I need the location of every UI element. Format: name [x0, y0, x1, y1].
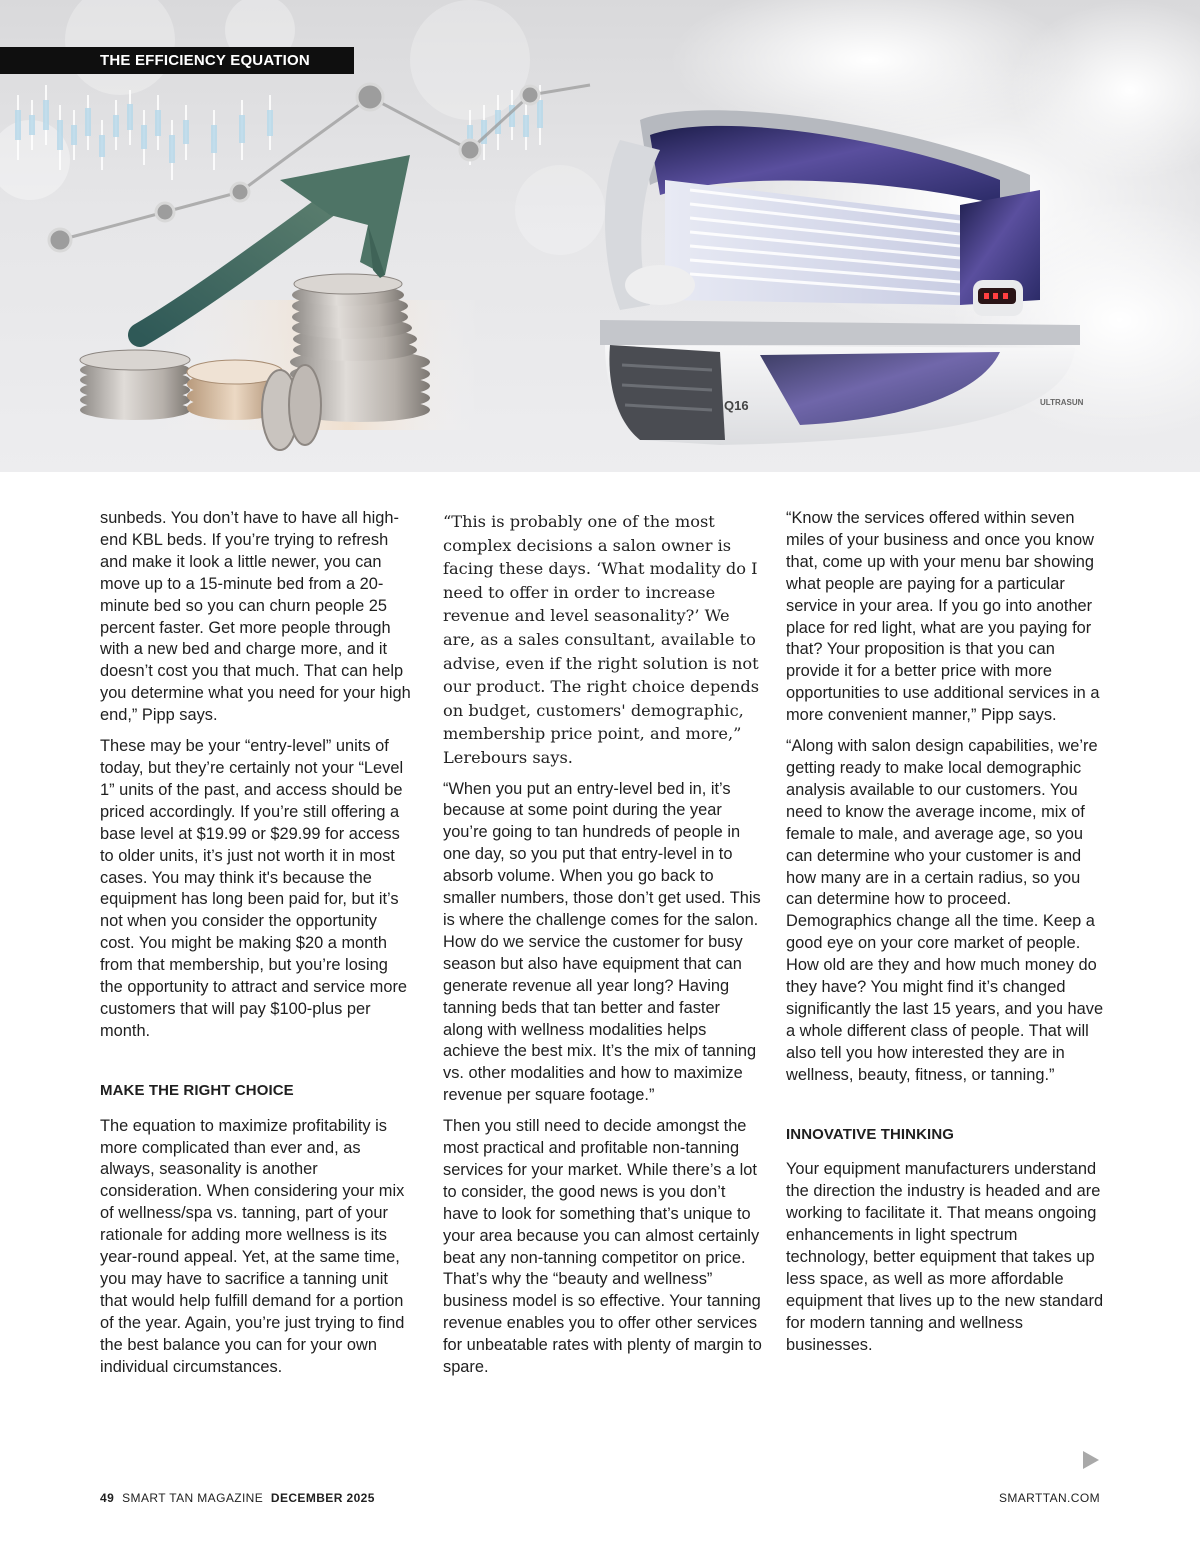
paragraph: Your equipment manufacturers understand the direction the industry is headed and are working to facilitate it. That means ongoing enhancements in light spectrum technology, better equipment that takes up less space, as well as more affordable equipment that lives up to the new standard for modern tanning and wellness businesses.	[786, 1160, 1104, 1354]
paragraph: Then you still need to decide amongst the most practical and profitable non-tanning services for your market. While there’s a lot to consider, the good news is you don’t have to look for something that’s unique to your area because you can almost certainly beat any non-tanning competitor on price. That’s why the “beauty and wellness” business model is so effective. Your tanning revenue enables you to offer other services for unbeatable rates with plenty of margin to spare.	[443, 1117, 762, 1377]
article-column-2	[443, 508, 763, 1388]
play-arrow-icon[interactable]	[1082, 1450, 1100, 1470]
issue-date: DECEMBER 2025	[270, 1491, 375, 1505]
magazine-name: SMART TAN MAGAZINE	[122, 1491, 264, 1505]
article-column-3	[786, 508, 1104, 1366]
pull-quote: “This is probably one of the most complex decisions a salon owner is facing these days. ‘What modality do I need to offer in order to increase revenue and level seasonality?’ We are, as a sales consultant, available to advise, even if the right solution is not our product. The right choice depends on budget, customers' demographic, membership price point, and more,” Lerebours says.	[443, 512, 760, 767]
footer-left	[100, 1491, 375, 1505]
article-column-1	[100, 508, 415, 1388]
website-link[interactable]: SMARTTAN.COM	[998, 1491, 1100, 1505]
paragraph: “When you put an entry-level bed in, it’s because at some point during the year you’re going to tan hundreds of people in one day, so you put that entry-level in to absorb volume. When you go back to smaller numbers, those don’t get used. This is where the challenge comes for the salon. How do we service the customer for busy season but also have equipment that can generate revenue all year long? Having tanning beds that tan better and faster along with wellness modalities helps achieve the best mix. It’s the mix of tanning vs. other modalities and how to maximize revenue per square footage.”	[443, 779, 761, 1105]
subheading-innovative-thinking: INNOVATIVE THINKING	[786, 1125, 955, 1143]
bed-model-label: Q16	[724, 398, 749, 413]
paragraph: sunbeds. You don’t have to have all high-end KBL beds. If you’re trying to refresh and make it look a little newer, you can move up to a 15-minute bed from a 20-minute bed so you can churn people 25 percent faster. Get more people through with a new bed and charge more, and it doesn’t cost you that much. That can help you determine what you need for your high end,” Pipp says.	[100, 509, 411, 725]
section-tag: THE EFFICIENCY EQUATION	[0, 47, 354, 74]
paragraph: “Know the services offered within seven miles of your business and once you know that, come up with your menu bar showing what people are paying for a particular service in your area. If you go into another place for red light, what are you paying for that? Your proposition is that you can provide it for a better price with more opportunities to use additional services in a more convenient manner,” Pipp says.	[786, 509, 1100, 725]
bed-brand-label: ULTRASUN	[1040, 398, 1084, 407]
page-number: 49	[100, 1491, 115, 1505]
paragraph: These may be your “entry-level” units of today, but they’re certainly not your “Level 1” units of the past, and access should be priced accordingly. If you’re still offering a base level at $19.99 or $29.99 for access to older units, it’s just not worth it in most cases. You may think it's because the equipment has long been paid for, but it’s not when you consider the opportunity cost. You might be making $20 a month from that membership, but you’re losing the opportunity to attract and service more customers that will pay $100-plus per month.	[100, 737, 408, 1040]
paragraph: The equation to maximize profitability is more complicated than ever and, as always, seasonality is another consideration. When considering your mix of wellness/spa vs. tanning, part of your rationale for adding more wellness is its year-round appeal. Yet, at the same time, you may have to sacrifice a tanning unit that would help fulfill demand for a portion of the year. Again, you’re just trying to find the best balance you can for your own individual circumstances.	[100, 1116, 405, 1376]
subheading-make-the-right-choice: MAKE THE RIGHT CHOICE	[100, 1081, 294, 1099]
paragraph: “Along with salon design capabilities, we’re getting ready to make local demographic analysis available to our customers. You need to know the average income, mix of female to male, and average age, so you can determine who your customer is and how many are in a certain radius, so you can determine how to proceed. Demographics change all the time. Keep a good eye on your core market of people. How old are they and how much money do they have? You might find it’s changed significantly the last 15 years, and you have a whole different class of people. That will also tell you how interested they are in wellness, beauty, fitness, or tanning.”	[786, 737, 1104, 1084]
